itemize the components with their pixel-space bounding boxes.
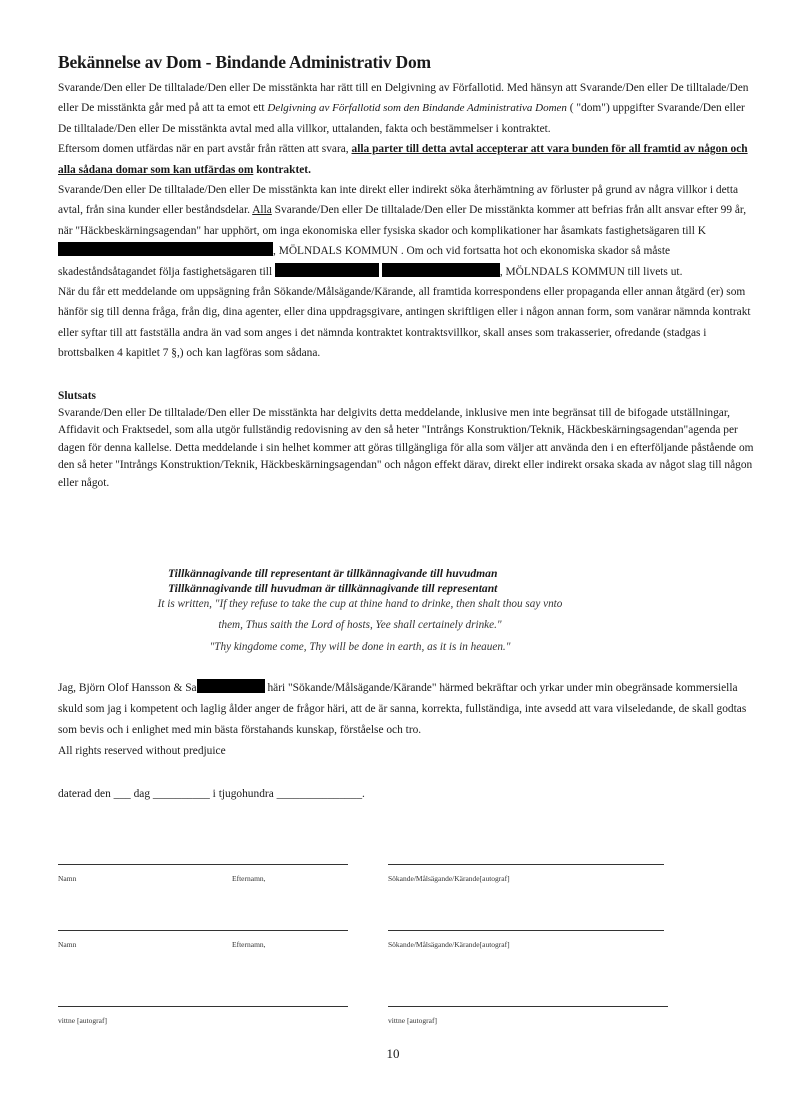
text: Svarande/Den eller De tilltalade/Den eller De misstänkta kan inte direkt eller indirekt söka återhämtning av förluster på grund av några villkor i detta avtal, från sina kunder eller beståndsdelar. [58, 184, 739, 217]
paragraph-acceptance [58, 139, 758, 180]
text: ( "dom") uppgifter Svarande/Den eller De tilltalade/Den eller De misstänkta avtal med alla villkor, uttalanden, fakta och bestämmelser i kontraktet. [58, 102, 745, 135]
text: Om och vid fortsatta hot och ekonomiska skador så måste skadeståndsåtagandet följa fastighetsägaren till [58, 245, 671, 278]
paragraph-liability [58, 180, 758, 282]
claimant-label: Sökande/Målsägande/Kärande[autograf] [388, 940, 510, 949]
paragraph-conclusion: Svarande/Den eller De tilltalade/Den eller De misstänkta har delgivits detta meddelande, inklusive men inte begränsat till de bifogade utställningar, Affidavit och Fraktsedel, som alla utgör fullständig redovisning av den så heter "Intrångs Konstruktion/Teknik, Häckbeskärningsagendan"agenda per dagen för denna kallelse. Detta meddelande i sin helhet kommer att göras tillgängliga för alla som väljer att använda den i en efterföljande påstående om den så heter "Intrångs Konstruktion/Teknik, Häckbeskärningsagendan" och någon effekt därav, direkt eller indirekt orsaka skada av något slag till någon eller något. [58, 406, 754, 490]
conclusion-heading: Slutsats [58, 389, 96, 402]
signature-line [388, 864, 664, 865]
text: , MÖLNDALS KOMMUN . [273, 245, 404, 258]
name-label: Namn [58, 874, 77, 883]
quote-block [100, 566, 620, 657]
redaction-block [197, 679, 265, 693]
surname-label: Efternamn, [232, 940, 266, 949]
italic-text: Delgivning av Förfallotid som den Bindande Administrativa Domen [267, 102, 567, 115]
page-title: Bekännelse av Dom - Bindande Administrativ Dom [58, 52, 431, 72]
page-number: 10 [386, 1046, 400, 1061]
signature-line [388, 930, 664, 931]
name-label: Namn [58, 940, 77, 949]
text: Svarande/Den eller De tilltalade/Den eller De misstänkta har rätt till en Delgivning av Förfallotid. Med hänsyn att Svarande/Den eller De tilltalade/Den eller De misstänkta går med på att ta emot ett [58, 82, 749, 115]
bold-underlined-text: alla parter till detta avtal accepterar att vara bunden för all framtid av någon och alla sådana domar som kan utfärdas om [58, 143, 748, 176]
signature-line [58, 1006, 348, 1007]
paragraph-harassment: När du får ett meddelande om uppsägning från Sökande/Målsägande/Kärande, all framtida korrespondens eller propaganda eller annan åtgärd (er) som hänför sig till denna fråga, från dig, dina agenter, eller dina uppdragsgivare, antingen skriftligen eller i någon annan form, som vanärar nämnda kontrakt eller syftar till att fastställa andra än vad som anges i det nämnda kontraktet kontraktsvillkor, skall anses som trakasserier, ofredande (stadgas i brottsbalken 4 kapitlet 7 §,) och kan lagföras som sådana. [58, 286, 751, 360]
witness-label: vittne [autograf] [58, 1016, 107, 1025]
claimant-label: Sökande/Målsägande/Kärande[autograf] [388, 874, 510, 883]
text: Eftersom domen utfärdas när en part avstår från rätten att svara, [58, 143, 352, 156]
date-line: daterad den ___ dag __________ i tjugohundra _______________. [58, 788, 365, 800]
surname-label: Efternamn, [232, 874, 266, 883]
quote-line: them, Thus saith the Lord of hosts, Yee shall certainely drinke." [218, 619, 502, 631]
paragraph-affirmation [58, 678, 748, 762]
text: All rights reserved without predjuice [58, 745, 226, 757]
quote-line: Tillkännagivande till huvudman är tillkännagivande till representant [168, 582, 498, 595]
quote-line: Tillkännagivande till representant är tillkännagivande till huvudman [168, 567, 498, 580]
text: kontraktet. [253, 163, 311, 176]
witness-label: vittne [autograf] [388, 1016, 437, 1025]
text: Svarande/Den eller De tilltalade/Den eller De misstänkta kommer att befrias från allt ansvar efter 99 år, när "Häckbeskärningsagendan" har upphört, om inga ekonomiska eller fysiska skador och komplikationer har åsamkats fastighetsägaren till K [58, 204, 747, 237]
redaction-block [382, 263, 500, 277]
quote-line: It is written, "If they refuse to take the cup at thine hand to drinke, then shalt thou say vnto [157, 598, 563, 610]
redaction-block [58, 242, 273, 256]
document-body [58, 52, 758, 493]
paragraph-notice [58, 78, 758, 139]
text: häri "Sökande/Målsägande/Kärande" härmed bekräftar och yrkar under min obegränsade kommersiella skuld som jag i kompetent och laglig ålder anger de frågor häri, att de är sanna, korrekta, fullständiga, inte avsedd att vara vilseledande, de skall godtas som bevis och i enlighet med min bästa förstahands kunskap, förståelse och tro. [58, 682, 747, 736]
quote-line: "Thy kingdome come, Thy will be done in earth, as it is in heauen." [209, 641, 511, 653]
text: , MÖLNDALS KOMMUN till livets ut. [499, 265, 683, 278]
signature-line [58, 930, 348, 931]
underlined-text: Alla [252, 204, 272, 217]
redaction-block [275, 263, 379, 277]
text: Jag, Björn Olof Hansson & Sa [58, 682, 197, 694]
signature-line [388, 1006, 668, 1007]
signature-line [58, 864, 348, 865]
